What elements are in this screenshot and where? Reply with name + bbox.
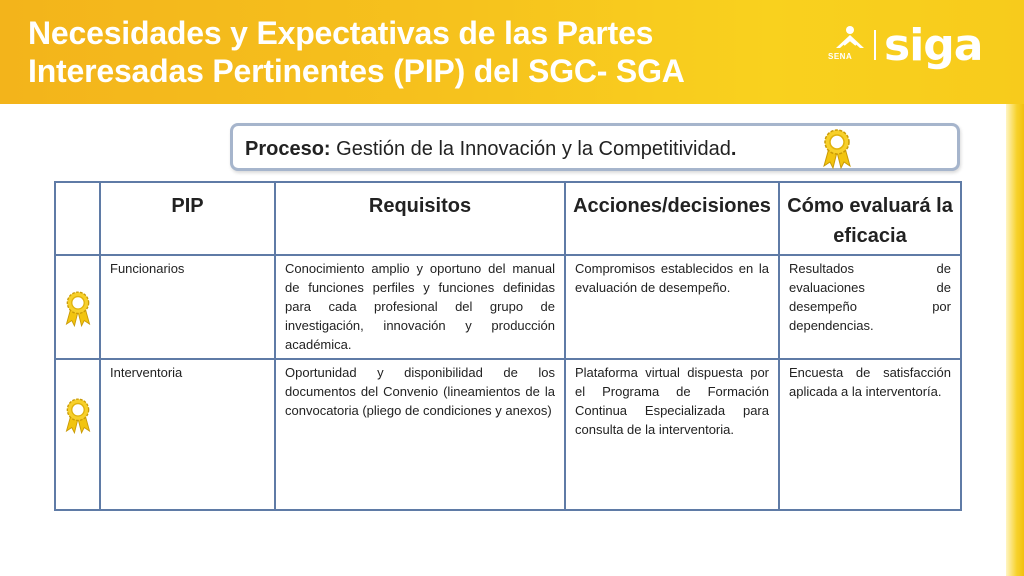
cell-requisitos: Conocimiento amplio y oportuno del manual de funciones perfiles y funciones definidas para cada profesional del grupo de investigación, innovación y producción académica. [275, 255, 565, 359]
cell-requisitos: Oportunidad y disponibilidad de los documentos del Convenio (lineamientos de la convocatoria (pliego de condiciones y anexos) [275, 359, 565, 510]
logo-divider [874, 30, 876, 60]
header-requisitos: Requisitos [275, 182, 565, 255]
title-line-1: Necesidades y Expectativas de las Partes [28, 15, 654, 51]
logo-group [826, 20, 983, 78]
process-value: Gestión de la Innovación y la Competitividad [336, 138, 731, 160]
cell-pip: Interventoria [100, 359, 275, 510]
sena-logo-text: SENA [828, 52, 853, 61]
header-eficacia: Cómo evaluará la eficacia [779, 182, 961, 255]
cell-eficacia: Resultados de evaluaciones de desempeño por dependencias. [779, 255, 961, 359]
award-ribbon-icon [62, 396, 94, 436]
medal-cell [55, 359, 100, 510]
decorative-side-strip [1006, 104, 1024, 576]
cell-eficacia: Encuesta de satisfacción aplicada a la interventoría. [779, 359, 961, 510]
page-title [28, 14, 788, 90]
header-pip: PIP [100, 182, 275, 255]
award-ribbon-icon [819, 128, 855, 170]
title-line-2: Interesadas Pertinentes (PIP) del SGC- SGA [28, 53, 685, 89]
process-label: Proceso: [245, 138, 331, 160]
process-text [245, 138, 736, 161]
table-header-row [55, 182, 961, 255]
process-period: . [730, 138, 737, 160]
header-acciones: Acciones/decisiones [565, 182, 779, 255]
process-box [230, 123, 960, 171]
table-row [55, 359, 961, 510]
cell-acciones: Plataforma virtual dispuesta por el Programa de Formación Continua Especializada para consulta de la interventoria. [565, 359, 779, 510]
header-banner [0, 0, 1024, 104]
cell-pip: Funcionarios [100, 255, 275, 359]
medal-cell [55, 255, 100, 359]
sena-logo-icon [830, 24, 870, 54]
cell-acciones: Compromisos establecidos en la evaluación de desempeño. [565, 255, 779, 359]
award-ribbon-icon [62, 289, 94, 329]
table-row [55, 255, 961, 359]
siga-logo-text: siga [884, 20, 983, 71]
pip-table [54, 181, 962, 511]
header-empty-cell [55, 182, 100, 255]
